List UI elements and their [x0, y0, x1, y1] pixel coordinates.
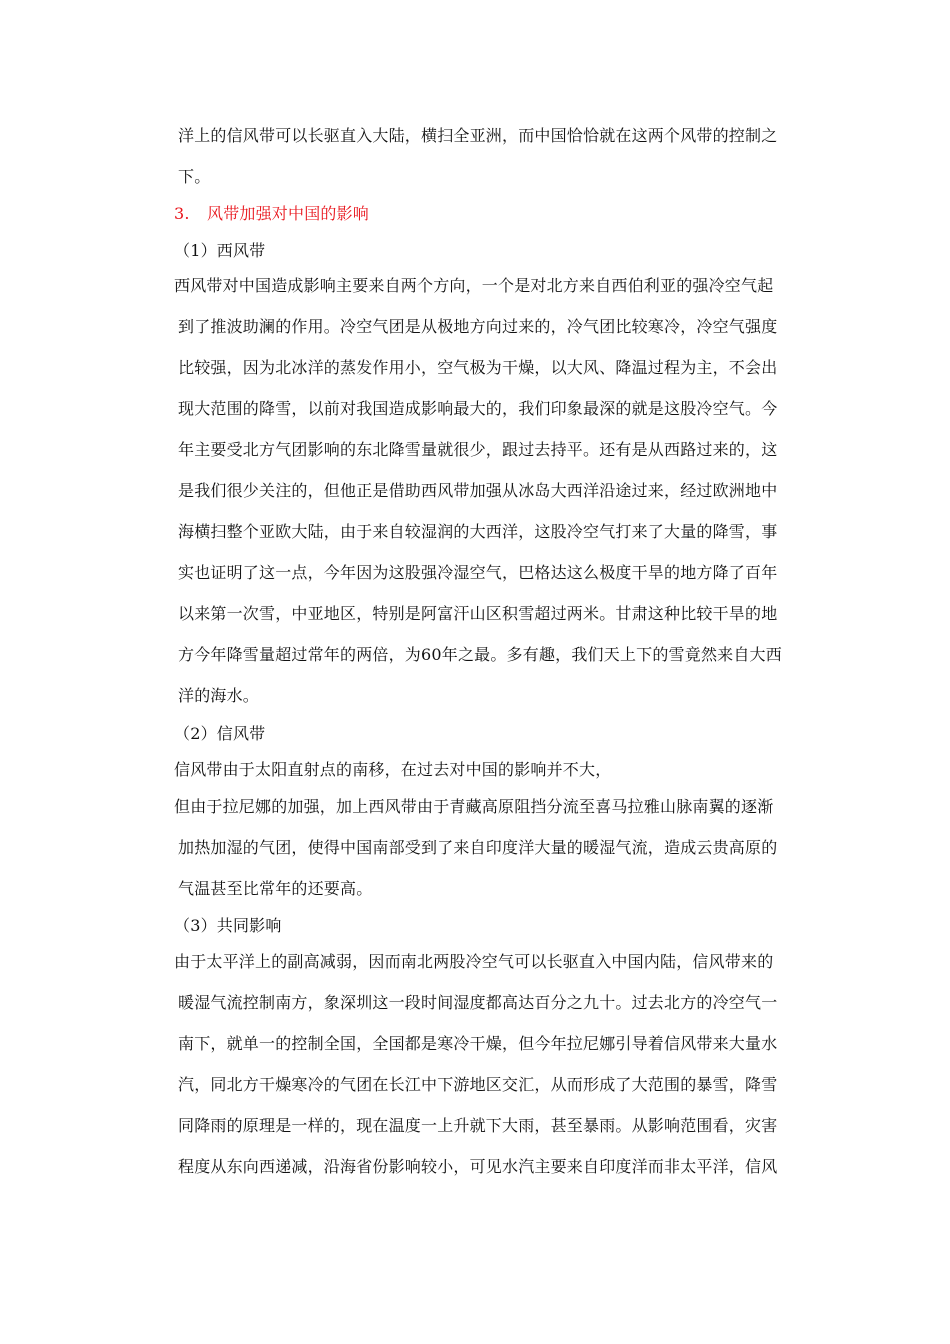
paragraph-line: 汽，同北方干燥寒冷的气团在长江中下游地区交汇，从而形成了大范围的暴雪，降雪 — [178, 1075, 778, 1094]
section-number: 3. — [174, 204, 190, 223]
paragraph-line: 气温甚至比常年的还要高。 — [178, 879, 373, 898]
paragraph-line: 程度从东向西递减，沿海省份影响较小，可见水汽主要来自印度洋而非太平洋，信风 — [178, 1157, 778, 1176]
paragraph-line: 由于太平洋上的副高减弱，因而南北两股冷空气可以长驱直入中国内陆，信风带来的 — [174, 952, 774, 971]
paragraph-line: 实也证明了这一点，今年因为这股强冷湿空气，巴格达这么极度干旱的地方降了百年 — [178, 563, 778, 582]
paragraph-line: 海横扫整个亚欧大陆，由于来自较湿润的大西洋，这股冷空气打来了大量的降雪，事 — [178, 522, 778, 541]
intro-line-1: 洋上的信风带可以长驱直入大陆，横扫全亚洲，而中国恰恰就在这两个风带的控制之 — [178, 126, 778, 145]
paragraph-line: 是我们很少关注的，但他正是借助西风带加强从冰岛大西洋沿途过来，经过欧洲地中 — [178, 481, 778, 500]
paragraph-line: 西风带对中国造成影响主要来自两个方向，一个是对北方来自西伯利亚的强冷空气起 — [174, 276, 774, 295]
paragraph-line: 以来第一次雪，中亚地区，特别是阿富汗山区积雪超过两米。甘肃这种比较干旱的地 — [178, 604, 778, 623]
paragraph-line: 暖湿气流控制南方，象深圳这一段时间湿度都高达百分之九十。过去北方的冷空气一 — [178, 993, 778, 1012]
paragraph-line: 加热加湿的气团，使得中国南部受到了来自印度洋大量的暖湿气流，造成云贵高原的 — [178, 838, 778, 857]
subsection-heading-westerlies: （1）西风带 — [174, 241, 266, 260]
subsection-heading-trade-winds: （2）信风带 — [174, 724, 266, 743]
intro-line-2: 下。 — [178, 167, 211, 186]
paragraph-line: 方今年降雪量超过常年的两倍，为60年之最。多有趣，我们天上下的雪竟然来自大西 — [178, 645, 782, 664]
section-heading — [174, 204, 369, 224]
paragraph-line: 现大范围的降雪，以前对我国造成影响最大的，我们印象最深的就是这股冷空气。今 — [178, 399, 778, 418]
paragraph-line: 年主要受北方气团影响的东北降雪量就很少，跟过去持平。还有是从西路过来的，这 — [178, 440, 778, 459]
paragraph-line: 信风带由于太阳直射点的南移，在过去对中国的影响并不大， — [174, 760, 612, 779]
paragraph-line: 比较强，因为北冰洋的蒸发作用小，空气极为干燥，以大风、降温过程为主，不会出 — [178, 358, 778, 377]
subsection-heading-combined: （3）共同影响 — [174, 916, 282, 935]
paragraph-line: 南下，就单一的控制全国，全国都是寒冷干燥，但今年拉尼娜引导着信风带来大量水 — [178, 1034, 778, 1053]
section-title: 风带加强对中国的影响 — [207, 204, 370, 223]
paragraph-line: 到了推波助澜的作用。冷空气团是从极地方向过来的，冷气团比较寒冷，冷空气强度 — [178, 317, 778, 336]
paragraph-line: 同降雨的原理是一样的，现在温度一上升就下大雨，甚至暴雨。从影响范围看，灾害 — [178, 1116, 778, 1135]
paragraph-line: 但由于拉尼娜的加强，加上西风带由于青藏高原阻挡分流至喜马拉雅山脉南翼的逐渐 — [174, 797, 774, 816]
paragraph-line: 洋的海水。 — [178, 686, 260, 705]
